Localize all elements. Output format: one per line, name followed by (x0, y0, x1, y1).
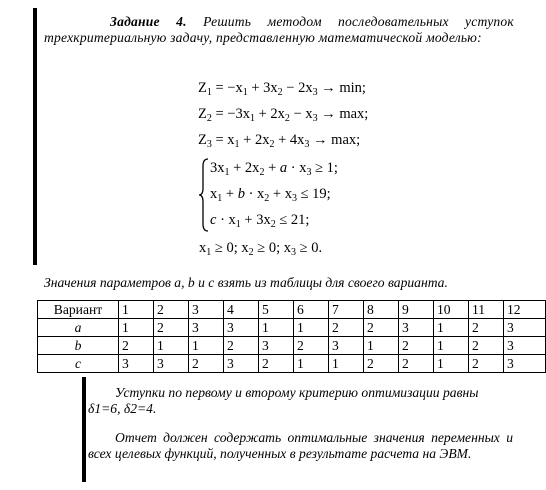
system-brace (199, 158, 209, 230)
table-cell: 2 (154, 319, 189, 337)
table-cell: 1 (259, 319, 294, 337)
table-cell: 1 (434, 337, 469, 355)
task-paragraph (44, 14, 514, 46)
constraint-2: $x_1 + b \cdot x_2 + x_3 \le 19$; (210, 186, 331, 204)
table-cell: 1 (294, 319, 329, 337)
variant-cell: 10 (434, 301, 469, 319)
variant-cell: 5 (259, 301, 294, 319)
left-margin-bar-top (33, 8, 37, 265)
row-label-b: b (38, 337, 119, 355)
constraint-1: $3x_1 + 2x_2 + a \cdot x_3 \ge 1$; (210, 160, 338, 178)
table-row (38, 355, 546, 373)
table-cell: 2 (364, 355, 399, 373)
table-cell: 3 (224, 319, 259, 337)
table-cell: 3 (154, 355, 189, 373)
concessions-line1: Уступки по первому и второму критерию оптимизации равны (115, 385, 479, 400)
table-cell: 1 (434, 319, 469, 337)
table-cell: 1 (434, 355, 469, 373)
report-paragraph (88, 430, 513, 462)
table-cell: 2 (119, 337, 154, 355)
table-cell: 1 (364, 337, 399, 355)
variants-table (37, 300, 546, 373)
variant-cell: 2 (154, 301, 189, 319)
table-cell: 1 (119, 319, 154, 337)
table-cell: 2 (294, 337, 329, 355)
task-heading: Задание 4. (110, 14, 187, 29)
report-text: Отчет должен содержать оптимальные значения переменных и всех целевых функций, полученных в результате расчета на ЭВМ. (88, 430, 513, 461)
nonnegativity-conditions: $x_1 \ge 0$; $x_2 \ge 0$; $x_3 \ge 0$. (199, 240, 323, 258)
variant-cell: 4 (224, 301, 259, 319)
table-cell: 2 (469, 355, 504, 373)
variant-cell: 9 (399, 301, 434, 319)
table-cell: 2 (224, 337, 259, 355)
variant-cell: 1 (119, 301, 154, 319)
table-cell: 3 (399, 319, 434, 337)
header-label: Вариант (38, 301, 119, 319)
table-cell: 3 (329, 337, 364, 355)
variant-cell: 12 (504, 301, 546, 319)
table-cell: 2 (259, 355, 294, 373)
variant-cell: 11 (469, 301, 504, 319)
row-label-c: c (38, 355, 119, 373)
variant-cell: 7 (329, 301, 364, 319)
table-cell: 3 (119, 355, 154, 373)
table-cell: 2 (329, 319, 364, 337)
table-cell: 3 (189, 319, 224, 337)
row-label-a: a (38, 319, 119, 337)
table-cell: 3 (504, 319, 546, 337)
table-cell: 1 (294, 355, 329, 373)
objective-z2: $Z_2 = -3x_1 + 2x_2 - x_3 \to \max$; (198, 106, 369, 124)
objective-z3: $Z_3 = x_1 + 2x_2 + 4x_3 \to \max$; (198, 132, 361, 150)
table-cell: 2 (399, 337, 434, 355)
objective-z1: $Z_1 = -x_1 + 3x_2 - 2x_3 \to \min$; (198, 80, 366, 98)
table-cell: 3 (259, 337, 294, 355)
concessions-line2: δ1=6, δ2=4. (88, 401, 157, 416)
variant-cell: 6 (294, 301, 329, 319)
table-cell: 3 (504, 337, 546, 355)
table-cell: 2 (189, 355, 224, 373)
table-cell: 3 (504, 355, 546, 373)
table-cell: 1 (154, 337, 189, 355)
concessions-paragraph (88, 385, 513, 417)
constraint-3: $c \cdot x_1 + 3x_2 \le 21$; (210, 212, 310, 230)
table-cell: 1 (189, 337, 224, 355)
params-note: Значения параметров a, b и c взять из таблицы для своего варианта. (44, 275, 448, 290)
table-cell: 3 (224, 355, 259, 373)
table-cell: 2 (469, 337, 504, 355)
table-cell: 1 (329, 355, 364, 373)
table-cell: 2 (469, 319, 504, 337)
left-margin-bar-bottom (82, 377, 86, 482)
table-cell: 2 (399, 355, 434, 373)
table-row (38, 319, 546, 337)
table-cell: 2 (364, 319, 399, 337)
variant-cell: 3 (189, 301, 224, 319)
table-header-row (38, 301, 546, 319)
variant-cell: 8 (364, 301, 399, 319)
task-text: Решить методом последовательных уступок трехкритериальную задачу, представленную математической моделью: (44, 14, 514, 45)
table-row (38, 337, 546, 355)
